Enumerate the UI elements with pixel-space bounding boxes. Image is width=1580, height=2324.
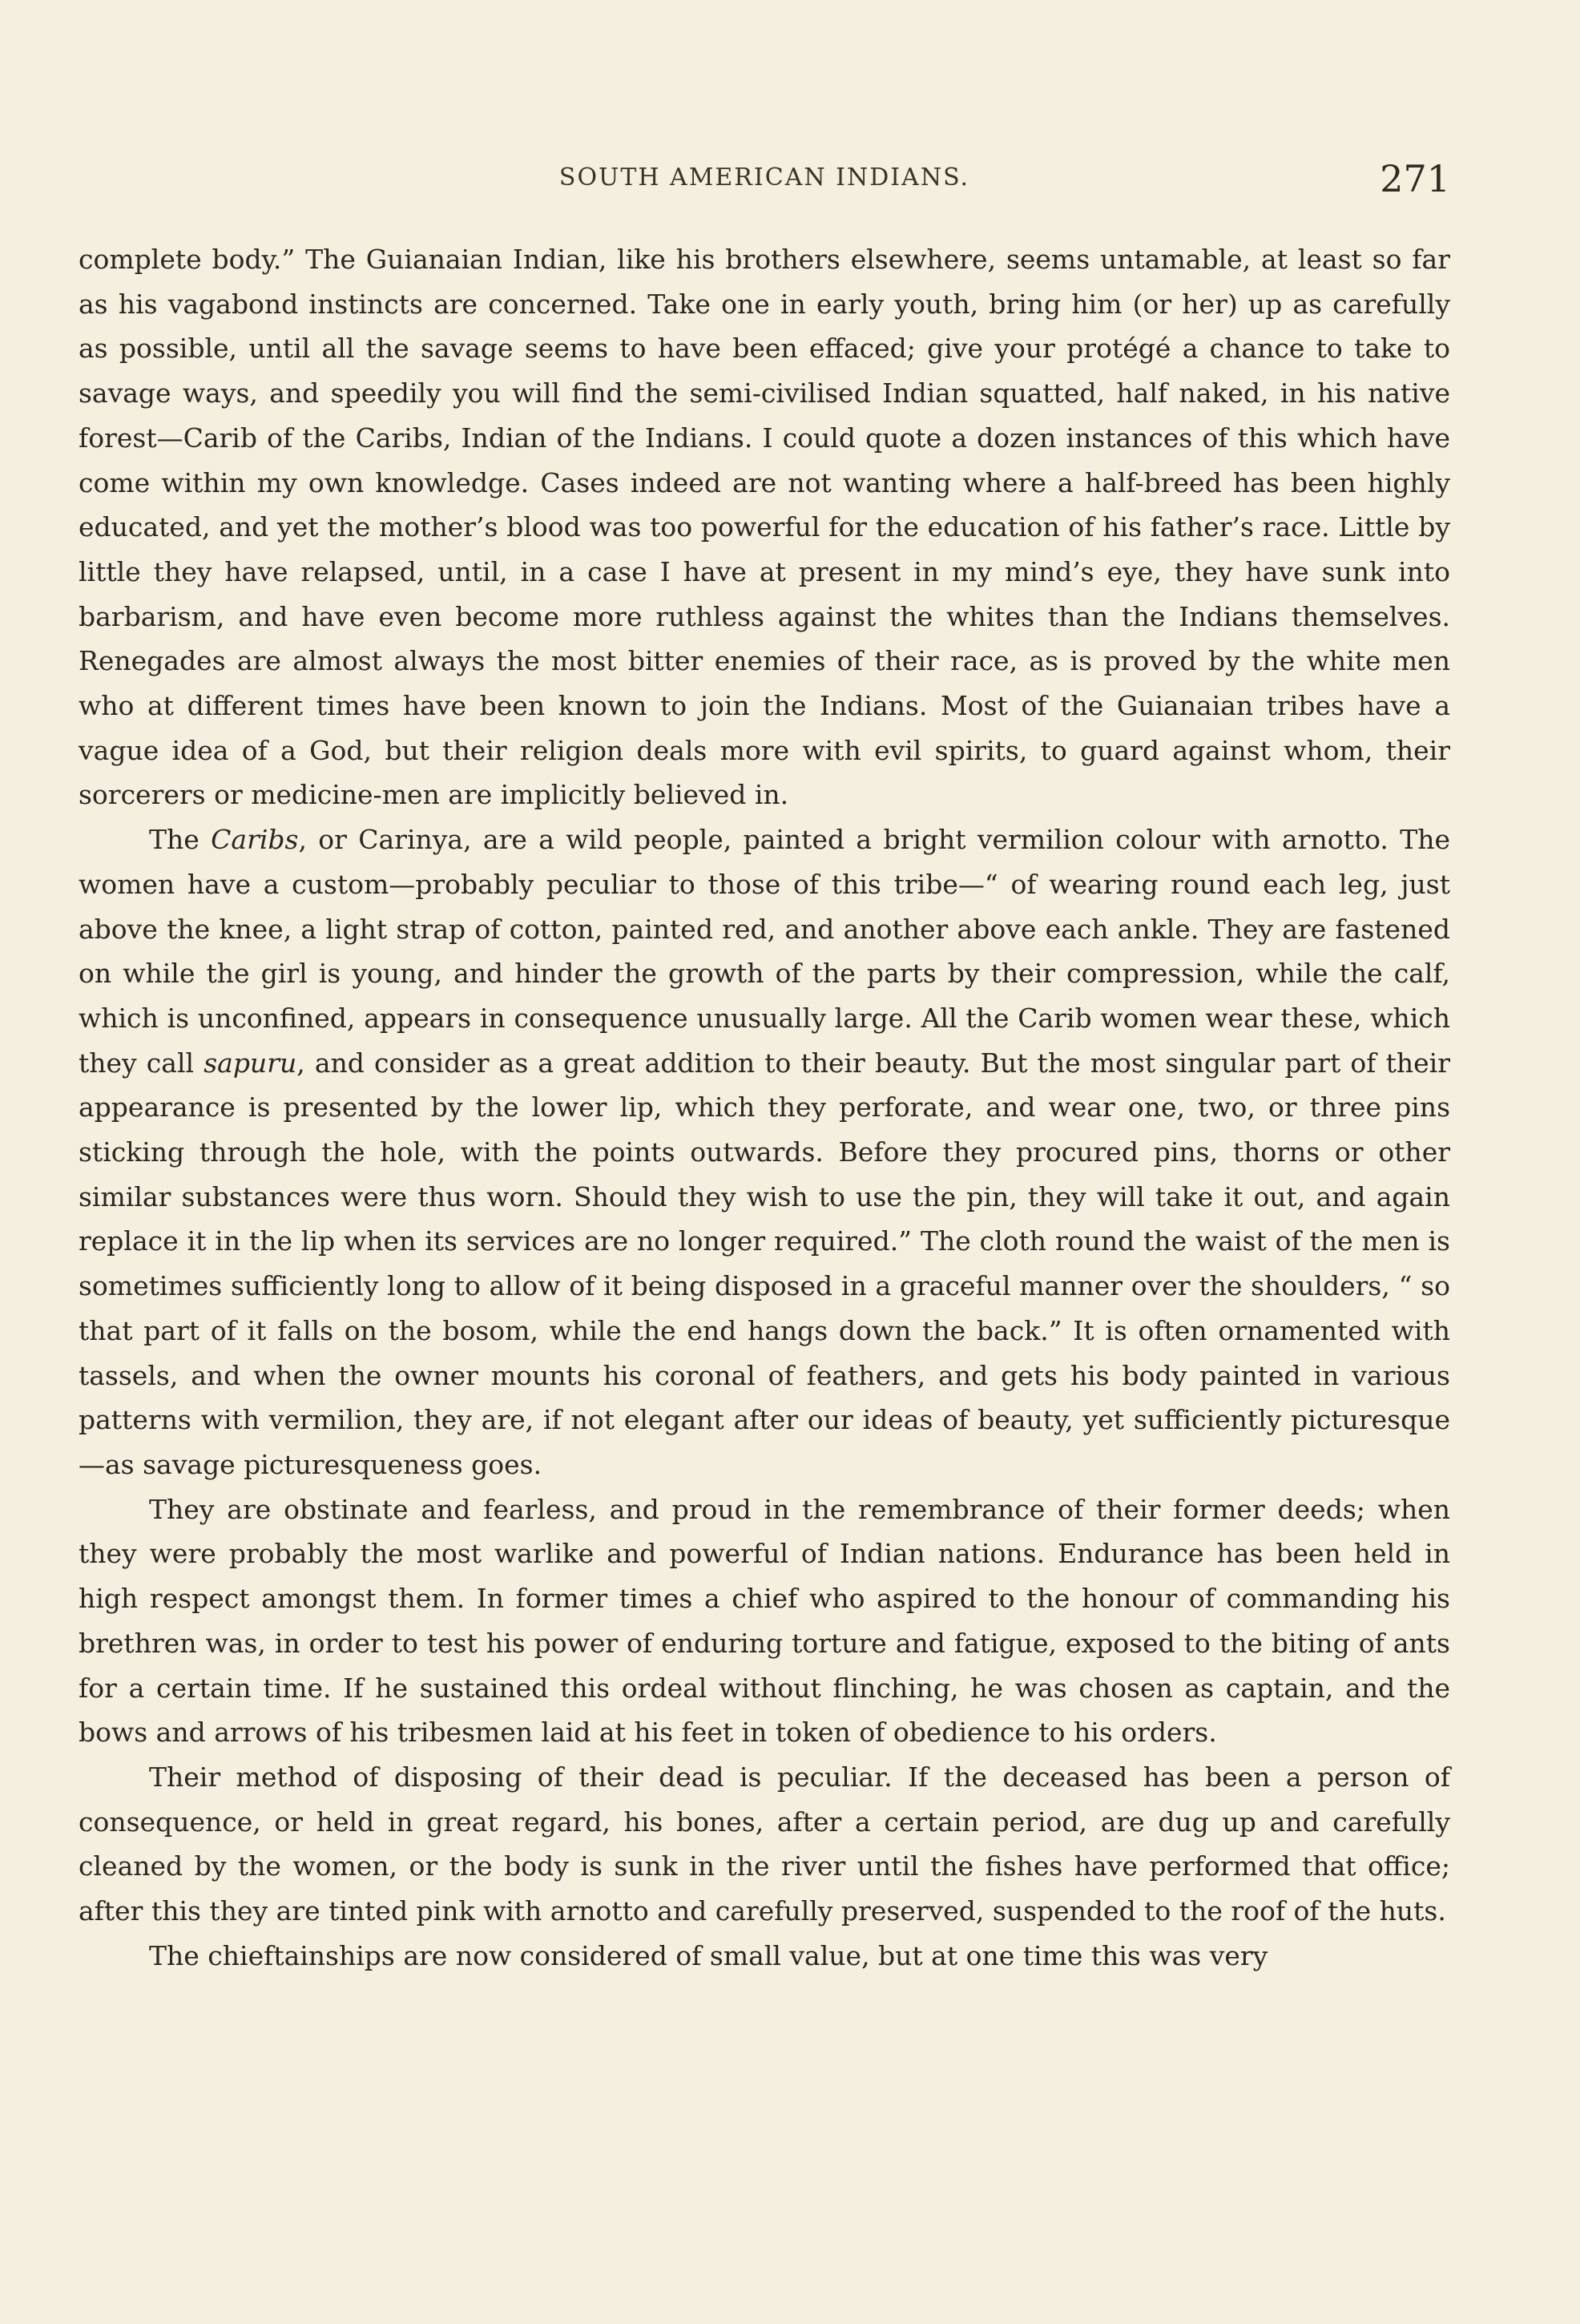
text-segment: complete body.” The Guianaian Indian, like his brothers elsewhere, seems untamable, at least so far as his vagabond instincts are concerned. Take one in early youth, bring him (or her) up as carefully as possible, until all the savage seems to have been effaced; give your protégé a chance to take to savage ways, and speedily you will find the semi-civilised Indian squatted, half naked, in his native forest—Carib of the Caribs, Indian of the Indians. I could quote a dozen instances of this which have come within my own knowledge. Cases indeed are not wanting where a half-breed has been highly educated, and yet the mother’s blood was too powerful for the education of his father’s race. Little by little they have relapsed, until, in a case I have at present in my mind’s eye, they have sunk into barbarism, and have even become more ruthless against the whites than the Indians themselves. Renegades are almost always the most bitter enemies of their race, as is proved by the white men who at different times have been known to join the Indians. Most of the Guianaian tribes have a vague idea of a God, but their religion deals more with evil spirits, to guard against whom, their sorcerers or medicine-men are implicitly believed in. <box>79 244 1450 811</box>
italic-term: sapuru <box>204 1047 297 1079</box>
paragraph <box>79 237 1450 817</box>
italic-term: Caribs <box>211 824 299 856</box>
paragraph <box>79 817 1450 1487</box>
paragraph <box>79 1934 1450 1979</box>
running-head <box>79 157 1450 205</box>
paragraph <box>79 1755 1450 1934</box>
text-segment: The chieftainships are now considered of small value, but at one time this was very <box>149 1939 1268 1971</box>
text-body <box>79 237 1450 1978</box>
text-segment: The <box>149 824 212 856</box>
text-segment: , and consider as a great addition to their beauty. But the most singular part of their appearance is presented by the lower lip, which they perforate, and wear one, two, or three pins sticking through the hole, with the points outwards. Before they procured pins, thorns or other similar substances were thus worn. Should they wish to use the pin, they will take it out, and again replace it in the lip when its services are no longer required.” The cloth round the waist of the men is sometimes sufficiently long to allow of it being disposed in a graceful manner over the shoulders, “ so that part of it falls on the bosom, while the end hangs down the back.” It is often ornamented with tassels, and when the owner mounts his coronal of feathers, and gets his body painted in various patterns with vermilion, they are, if not elegant after our ideas of beauty, yet sufficiently picturesque—as savage picturesqueness goes. <box>79 1047 1450 1480</box>
running-title: SOUTH AMERICAN INDIANS. <box>558 163 970 192</box>
text-segment: They are obstinate and fearless, and proud in the remembrance of their former deeds; when they were probably the most warlike and powerful of Indian nations. Endurance has been held in high respect amongst them. In former times a chief who aspired to the honour of commanding his brethren was, in order to test his power of enduring torture and fatigue, exposed to the biting of ants for a certain time. If he sustained this ordeal without flinching, he was chosen as captain, and the bows and arrows of his tribesmen laid at his feet in token of obedience to his orders. <box>79 1493 1450 1749</box>
page-number: 271 <box>1380 157 1450 200</box>
text-segment: Their method of disposing of their dead is peculiar. If the deceased has been a person of consequence, or held in great regard, his bones, after a certain period, are dug up and carefully cleaned by the women, or the body is sunk in the river until the fishes have performed that office; after this they are tinted pink with arnotto and carefully preserved, suspended to the roof of the huts. <box>79 1761 1450 1927</box>
text-segment: , or Carinya, are a wild people, painted a bright vermilion colour with arnotto. The women have a custom—probably peculiar to those of this tribe—“ of wearing round each leg, just above the knee, a light strap of cotton, painted red, and another above each ankle. They are fastened on while the girl is young, and hinder the growth of the parts by their compression, while the calf, which is unconfined, appears in consequence unusually large. All the Carib women wear these, which they call <box>79 824 1450 1079</box>
paragraph <box>79 1487 1450 1755</box>
